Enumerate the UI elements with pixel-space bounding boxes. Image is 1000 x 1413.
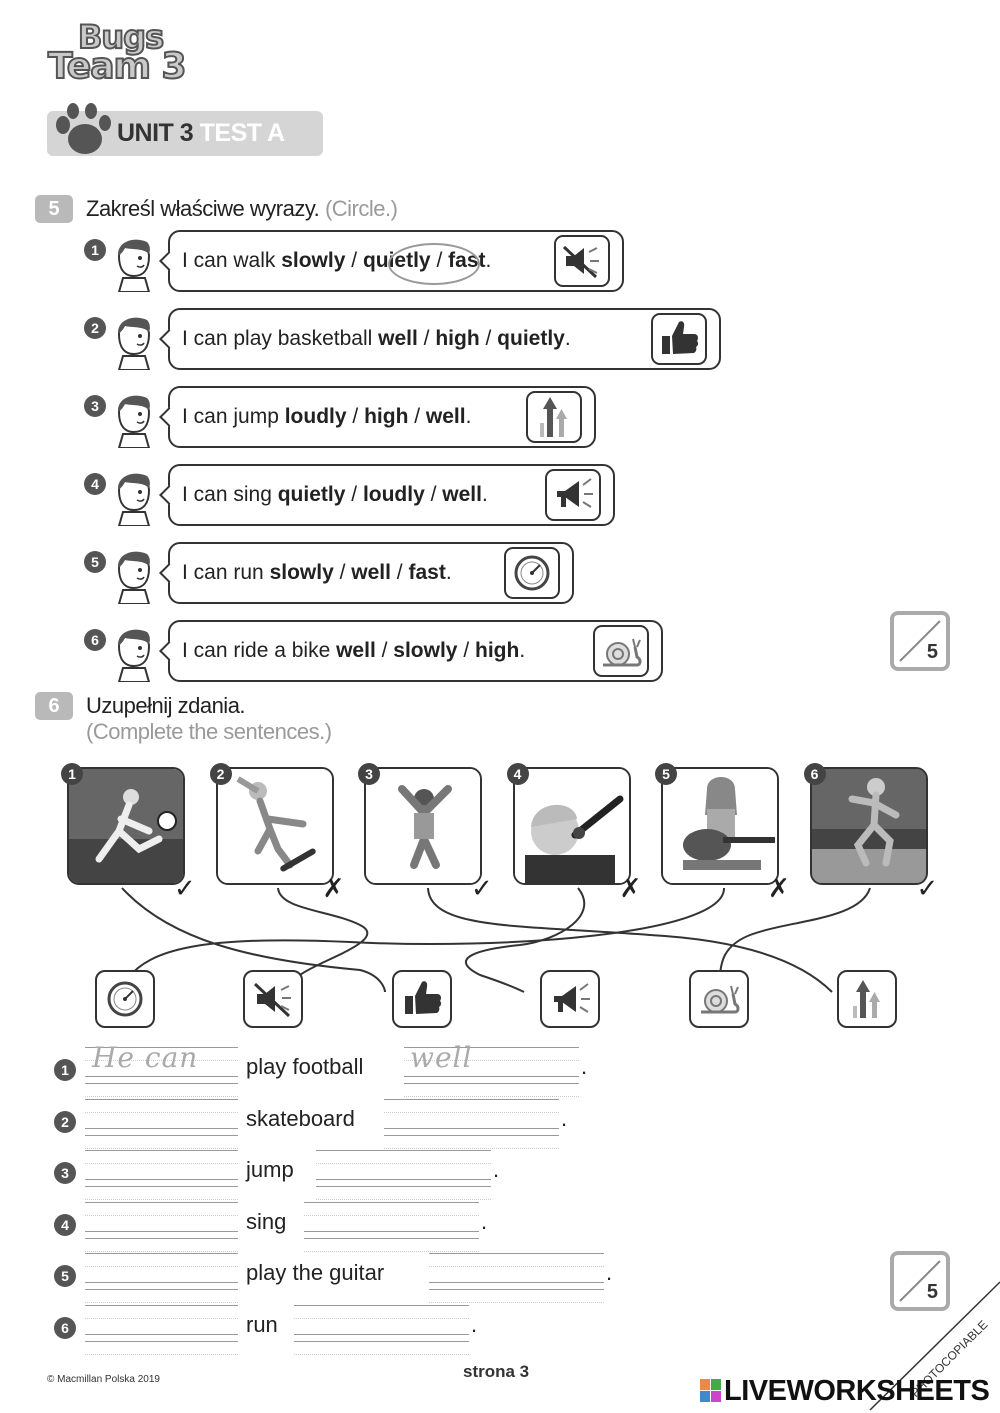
- sentence-end: .: [561, 1105, 568, 1131]
- item-number: 4: [84, 473, 106, 495]
- activity-photo-4: [513, 767, 631, 885]
- sentence-number: 6: [54, 1317, 76, 1339]
- unit-label: UNIT 3: [117, 119, 194, 147]
- photocopiable-label: PHOTOCOPIABLE: [908, 1317, 991, 1400]
- muted-speaker-icon: [554, 235, 610, 287]
- match-thumbs-up-icon: [392, 970, 452, 1028]
- option-2[interactable]: well: [351, 561, 391, 584]
- option-1[interactable]: slowly: [269, 561, 334, 584]
- boy-icon: [113, 314, 155, 370]
- example-circle: [388, 243, 480, 285]
- match-muted-speaker-icon: [243, 970, 303, 1028]
- section-5-score-box: 5: [890, 611, 950, 671]
- item-number: 6: [84, 629, 106, 651]
- sentence-verb: sing: [246, 1208, 287, 1234]
- subject-answer-field[interactable]: [85, 1305, 238, 1335]
- cross-icon: ✗: [768, 873, 790, 903]
- item-number: 5: [84, 551, 106, 573]
- speech-bubble: I can jump loudly / high / well.: [168, 386, 596, 448]
- item-number: 1: [84, 239, 106, 261]
- check-icon: ✓: [174, 873, 196, 903]
- option-1[interactable]: slowly: [281, 249, 346, 272]
- section-5-number: 5: [35, 195, 73, 223]
- section-6-score-box: 5: [890, 1251, 950, 1311]
- boy-icon: [113, 548, 155, 604]
- photo-number: 2: [210, 763, 232, 785]
- boy-icon: [113, 470, 155, 526]
- bugs-team-logo: Bugs Team 3: [48, 18, 186, 87]
- photo-number: 5: [655, 763, 677, 785]
- section-6-title: Uzupełnij zdania. (Complete the sentences.): [86, 693, 332, 744]
- speech-bubble: I can walk slowly / quietly / fast.: [168, 230, 624, 292]
- photo-number: 6: [804, 763, 826, 785]
- option-1[interactable]: quietly: [277, 483, 346, 506]
- activity-photo-2: [216, 767, 334, 885]
- subject-answer-field[interactable]: [85, 1150, 238, 1180]
- sentence-end: .: [581, 1054, 588, 1079]
- photo-number: 4: [507, 763, 529, 785]
- option-1[interactable]: well: [378, 327, 418, 350]
- speedometer-icon: [504, 547, 560, 599]
- example-adverb: well: [410, 1041, 473, 1074]
- item-number: 2: [84, 317, 106, 339]
- boy-icon: [113, 626, 155, 682]
- match-speedometer-icon: [95, 970, 155, 1028]
- paw-icon: [51, 103, 113, 161]
- option-2[interactable]: high: [364, 405, 409, 428]
- subject-answer-field[interactable]: [85, 1253, 238, 1283]
- arrows-up-icon: [526, 391, 582, 443]
- photo-number: 1: [61, 763, 83, 785]
- sentence-verb: play football: [246, 1054, 364, 1079]
- example-subject: He can: [92, 1041, 199, 1074]
- cross-icon: ✗: [619, 873, 642, 903]
- snail-icon: [593, 625, 649, 677]
- adverb-answer-field[interactable]: [384, 1099, 559, 1129]
- subject-answer-field[interactable]: [85, 1099, 238, 1129]
- match-arrows-up-icon: [837, 970, 897, 1028]
- option-3[interactable]: well: [425, 405, 466, 428]
- boy-icon: [113, 392, 155, 448]
- option-1[interactable]: loudly: [284, 405, 347, 428]
- option-3[interactable]: fast: [448, 249, 486, 272]
- check-icon: ✓: [916, 873, 939, 903]
- sentence-number: 5: [54, 1265, 76, 1287]
- option-2[interactable]: slowly: [393, 639, 458, 662]
- megaphone-icon: [545, 469, 601, 521]
- match-megaphone-icon: [540, 970, 600, 1028]
- section-6-number: 6: [35, 692, 73, 720]
- subject-answer-field[interactable]: [85, 1202, 238, 1232]
- speech-bubble: I can play basketball well / high / quietly.: [168, 308, 721, 370]
- liveworksheets-logo-icon: [700, 1379, 722, 1408]
- speech-bubble: I can ride a bike well / slowly / high.: [168, 620, 663, 682]
- adverb-answer-field[interactable]: [316, 1150, 491, 1180]
- option-3[interactable]: well: [442, 483, 482, 506]
- adverb-answer-field[interactable]: [429, 1253, 604, 1283]
- sentence-end: .: [493, 1157, 500, 1182]
- match-snail-icon: [689, 970, 749, 1028]
- sentence-verb: skateboard: [246, 1105, 355, 1131]
- activity-photo-6: [810, 767, 928, 885]
- activity-photo-5: [661, 767, 779, 885]
- sentence-verb: jump: [246, 1157, 294, 1182]
- test-label: TEST A: [199, 119, 285, 147]
- sentence-verb: play the guitar: [246, 1260, 385, 1285]
- photo-number: 3: [358, 763, 380, 785]
- option-3[interactable]: high: [475, 639, 520, 662]
- boy-icon: [113, 236, 155, 292]
- speech-bubble: I can sing quietly / loudly / well.: [168, 464, 615, 526]
- copyright: © Macmillan Polska 2019: [47, 1374, 160, 1385]
- adverb-answer-field[interactable]: [304, 1202, 479, 1232]
- liveworksheets-brand: LIVEWORKSHEETS: [724, 1375, 990, 1407]
- activity-photo-3: [364, 767, 482, 885]
- page-number: strona 3: [463, 1362, 530, 1381]
- sentence-end: .: [471, 1311, 478, 1337]
- item-number: 3: [84, 395, 106, 417]
- sentence-end: .: [606, 1260, 613, 1285]
- sentence-number: 2: [54, 1111, 76, 1133]
- sentence-number: 1: [54, 1059, 76, 1081]
- option-3[interactable]: quietly: [497, 327, 565, 350]
- sentence-verb: run: [246, 1311, 278, 1337]
- option-2[interactable]: loudly: [362, 483, 425, 506]
- option-3[interactable]: fast: [408, 561, 446, 584]
- sentence-number: 3: [54, 1162, 76, 1184]
- sentence-number: 4: [54, 1214, 76, 1236]
- cross-icon: ✗: [322, 873, 345, 903]
- activity-photo-1: [67, 767, 185, 885]
- check-icon: ✓: [471, 873, 493, 903]
- adverb-answer-field[interactable]: [294, 1305, 469, 1335]
- option-2[interactable]: quietly: [362, 249, 431, 272]
- section-5-title: Zakreśl właściwe wyrazy. (Circle.): [86, 196, 398, 221]
- unit-banner: [47, 111, 323, 156]
- option-2[interactable]: high: [435, 327, 480, 350]
- speech-bubble: I can run slowly / well / fast.: [168, 542, 574, 604]
- sentence-end: .: [481, 1208, 488, 1234]
- thumbs-up-icon: [651, 313, 707, 365]
- option-1[interactable]: well: [336, 639, 376, 662]
